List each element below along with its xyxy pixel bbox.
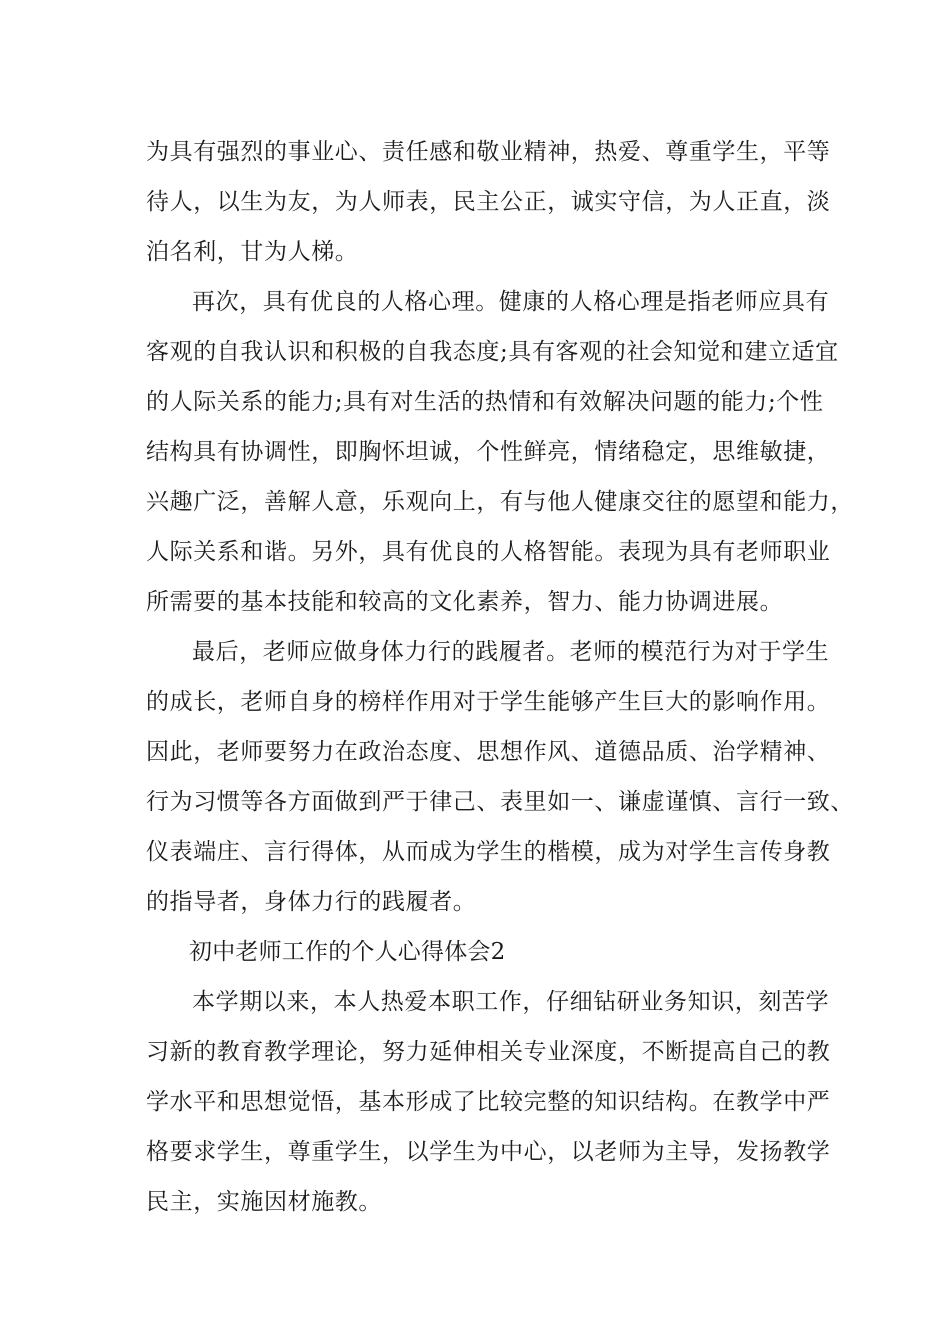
paragraph-line: 的成长，老师自身的榜样作用对于学生能够产生巨大的影响作用。 (146, 689, 831, 715)
paragraph-line: 最后，老师应做身体力行的践履者。老师的模范行为对于学生 (192, 639, 830, 665)
paragraph-line: 人际关系和谐。另外，具有优良的人格智能。表现为具有老师职业 (146, 539, 831, 565)
paragraph-line: 待人，以生为友，为人师表，民主公正，诚实守信，为人正直，淡 (146, 189, 831, 215)
section-heading: 初中老师工作的个人心得体会2 (189, 939, 506, 965)
paragraph-line: 仪表端庄、言行得体，从而成为学生的楷模，成为对学生言传身教 (146, 839, 831, 865)
paragraph-line: 所需要的基本技能和较高的文化素养，智力、能力协调进展。 (146, 589, 784, 615)
paragraph-line: 因此，老师要努力在政治态度、思想作风、道德品质、治学精神、 (146, 739, 831, 765)
paragraph-line: 行为习惯等各方面做到严于律己、表里如一、谦虚谨慎、言行一致、 (146, 789, 854, 815)
paragraph-line: 客观的自我认识和积极的自我态度;具有客观的社会知觉和建立适宜 (146, 339, 839, 365)
paragraph-line: 习新的教育教学理论，努力延伸相关专业深度，不断提高自己的教 (146, 1039, 831, 1065)
paragraph-line: 为具有强烈的事业心、责任感和敬业精神，热爱、尊重学生，平等 (146, 139, 831, 165)
paragraph-line: 的人际关系的能力;具有对生活的热情和有效解决问题的能力;个性 (146, 389, 824, 415)
paragraph-line: 学水平和思想觉悟，基本形成了比较完整的知识结构。在教学中严 (146, 1089, 831, 1115)
paragraph-line: 结构具有协调性，即胸怀坦诚，个性鲜亮，情绪稳定，思维敏捷， (146, 439, 831, 465)
paragraph-line: 的指导者，身体力行的践履者。 (146, 889, 477, 915)
paragraph-line: 兴趣广泛，善解人意，乐观向上，有与他人健康交往的愿望和能力， (146, 489, 854, 515)
paragraph-line: 本学期以来，本人热爱本职工作，仔细钻研业务知识，刻苦学 (192, 989, 830, 1015)
paragraph-line: 再次，具有优良的人格心理。健康的人格心理是指老师应具有 (192, 289, 830, 315)
paragraph-line: 格要求学生，尊重学生，以学生为中心，以老师为主导，发扬教学 (146, 1139, 831, 1165)
paragraph-line: 民主，实施因材施教。 (146, 1189, 382, 1215)
paragraph-line: 泊名利，甘为人梯。 (146, 239, 359, 265)
